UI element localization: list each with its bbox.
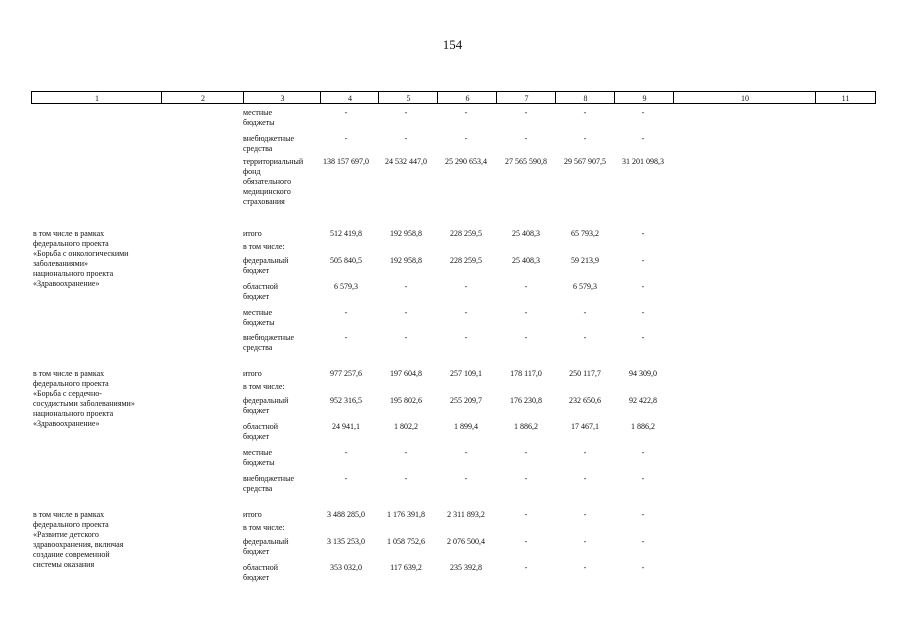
- table-cell: 505 840,5: [330, 256, 362, 265]
- table-cell: -: [404, 308, 408, 317]
- table-cell: 27 565 590,8: [505, 157, 547, 166]
- table-cell: -: [641, 108, 645, 117]
- table-cell: -: [344, 308, 348, 317]
- row-label: внебюджетные средства: [243, 333, 294, 352]
- table-cell: 1 886,2: [514, 422, 538, 431]
- table-cell: 24 532 447,0: [385, 157, 427, 166]
- table-cell: -: [524, 563, 528, 572]
- table-cell: 25 290 653,4: [445, 157, 487, 166]
- table-cell: -: [464, 474, 468, 483]
- row-label: местные бюджеты: [243, 448, 275, 467]
- row-label: в том числе:: [243, 242, 285, 251]
- table-cell: -: [344, 108, 348, 117]
- table-cell: -: [524, 474, 528, 483]
- table-cell: -: [583, 537, 587, 546]
- row-label: областной бюджет: [243, 563, 279, 582]
- table-cell: -: [583, 308, 587, 317]
- table-cell: -: [404, 108, 408, 117]
- table-cell: 1 899,4: [454, 422, 478, 431]
- table-cell: -: [404, 448, 408, 457]
- table-cell: -: [583, 474, 587, 483]
- table-cell: 65 793,2: [571, 229, 599, 238]
- table-cell: -: [404, 134, 408, 143]
- table-cell: -: [524, 282, 528, 291]
- row-label: внебюджетные средства: [243, 474, 294, 493]
- header-cell: 6: [437, 91, 497, 104]
- table-cell: -: [404, 282, 408, 291]
- table-cell: 1 058 752,6: [387, 537, 425, 546]
- section-title: в том числе в рамках федерального проекта «Развитие детского здравоохранения, включая создание современной системы оказания: [33, 510, 124, 569]
- table-cell: 195 802,6: [390, 396, 422, 405]
- table-cell: -: [464, 282, 468, 291]
- table-cell: -: [524, 537, 528, 546]
- table-cell: 232 650,6: [569, 396, 601, 405]
- table-cell: 6 579,3: [334, 282, 358, 291]
- row-label: областной бюджет: [243, 422, 279, 441]
- table-cell: 2 076 500,4: [447, 537, 485, 546]
- header-cell: 2: [161, 91, 244, 104]
- table-cell: 176 230,8: [510, 396, 542, 405]
- header-cell: 7: [496, 91, 556, 104]
- header-cell: 4: [320, 91, 379, 104]
- table-cell: 512 419,8: [330, 229, 362, 238]
- header-cell: 11: [815, 91, 876, 104]
- table-cell: -: [641, 537, 645, 546]
- header-cell: 1: [31, 91, 162, 104]
- table-cell: 6 579,3: [573, 282, 597, 291]
- table-cell: 192 958,8: [390, 229, 422, 238]
- table-cell: -: [641, 448, 645, 457]
- section-title: в том числе в рамках федерального проекта «Борьба с сердечно- сосудистыми заболеваниями» национального проекта «Здравоохранение»: [33, 369, 135, 428]
- table-cell: 138 157 697,0: [323, 157, 369, 166]
- table-cell: -: [641, 474, 645, 483]
- table-cell: 952 316,5: [330, 396, 362, 405]
- table-cell: -: [404, 474, 408, 483]
- table-cell: 2 311 893,2: [447, 510, 485, 519]
- table-cell: 92 422,8: [629, 396, 657, 405]
- row-label: федеральный бюджет: [243, 537, 289, 556]
- table-cell: 257 109,1: [450, 369, 482, 378]
- table-cell: -: [641, 229, 645, 238]
- row-label: итого: [243, 229, 262, 238]
- table-cell: -: [464, 108, 468, 117]
- table-cell: -: [583, 134, 587, 143]
- table-cell: -: [583, 333, 587, 342]
- table-cell: 255 209,7: [450, 396, 482, 405]
- table-cell: 977 257,6: [330, 369, 362, 378]
- table-cell: 94 309,0: [629, 369, 657, 378]
- table-cell: 25 408,3: [512, 256, 540, 265]
- table-cell: -: [344, 333, 348, 342]
- row-label: федеральный бюджет: [243, 256, 289, 275]
- table-cell: -: [583, 108, 587, 117]
- table-cell: 228 259,5: [450, 229, 482, 238]
- table-cell: -: [524, 108, 528, 117]
- table-cell: -: [464, 333, 468, 342]
- table-cell: -: [524, 134, 528, 143]
- table-cell: 353 032,0: [330, 563, 362, 572]
- table-cell: 235 392,8: [450, 563, 482, 572]
- table-cell: -: [464, 134, 468, 143]
- table-cell: 250 117,7: [569, 369, 601, 378]
- table-cell: 31 201 098,3: [622, 157, 664, 166]
- table-cell: -: [464, 448, 468, 457]
- page-number: 154: [442, 37, 463, 52]
- table-cell: -: [641, 134, 645, 143]
- table-cell: -: [404, 333, 408, 342]
- row-label: в том числе:: [243, 523, 285, 532]
- table-cell: -: [641, 333, 645, 342]
- table-cell: -: [344, 448, 348, 457]
- table-cell: -: [524, 510, 528, 519]
- table-cell: 178 117,0: [510, 369, 542, 378]
- table-cell: -: [583, 510, 587, 519]
- table-cell: 3 135 253,0: [327, 537, 365, 546]
- row-label: территориальный фонд обязательного медицинского страхования: [243, 157, 304, 206]
- table-cell: 192 958,8: [390, 256, 422, 265]
- table-cell: 29 567 907,5: [564, 157, 606, 166]
- table-cell: 24 941,1: [332, 422, 360, 431]
- table-cell: 117 639,2: [390, 563, 422, 572]
- row-label: внебюджетные средства: [243, 134, 294, 153]
- header-cell: 8: [555, 91, 615, 104]
- row-label: федеральный бюджет: [243, 396, 289, 415]
- section-title: в том числе в рамках федерального проекта «Борьба с онкологическими заболеваниями» национального проекта «Здравоохранение»: [33, 229, 129, 288]
- row-label: в том числе:: [243, 382, 285, 391]
- table-cell: -: [464, 308, 468, 317]
- table-cell: 17 467,1: [571, 422, 599, 431]
- table-cell: -: [583, 448, 587, 457]
- table-cell: -: [641, 282, 645, 291]
- header-cell: 3: [243, 91, 321, 104]
- row-label: областной бюджет: [243, 282, 279, 301]
- table-cell: -: [641, 256, 645, 265]
- table-cell: -: [524, 333, 528, 342]
- header-cell: 5: [378, 91, 438, 104]
- table-cell: -: [344, 134, 348, 143]
- table-cell: 1 176 391,8: [387, 510, 425, 519]
- row-label: местные бюджеты: [243, 308, 275, 327]
- table-cell: 1 802,2: [394, 422, 418, 431]
- row-label: итого: [243, 369, 262, 378]
- table-cell: 3 488 285,0: [327, 510, 365, 519]
- header-cell: 9: [614, 91, 674, 104]
- table-cell: -: [641, 563, 645, 572]
- row-label: местные бюджеты: [243, 108, 275, 127]
- table-cell: -: [524, 448, 528, 457]
- table-cell: 25 408,3: [512, 229, 540, 238]
- table-cell: 197 604,8: [390, 369, 422, 378]
- table-cell: -: [583, 563, 587, 572]
- table-cell: -: [524, 308, 528, 317]
- table-cell: 1 886,2: [631, 422, 655, 431]
- table-cell: -: [344, 474, 348, 483]
- header-cell: 10: [673, 91, 816, 104]
- table-cell: 228 259,5: [450, 256, 482, 265]
- table-cell: -: [641, 510, 645, 519]
- table-cell: -: [641, 308, 645, 317]
- table-cell: 59 213,9: [571, 256, 599, 265]
- row-label: итого: [243, 510, 262, 519]
